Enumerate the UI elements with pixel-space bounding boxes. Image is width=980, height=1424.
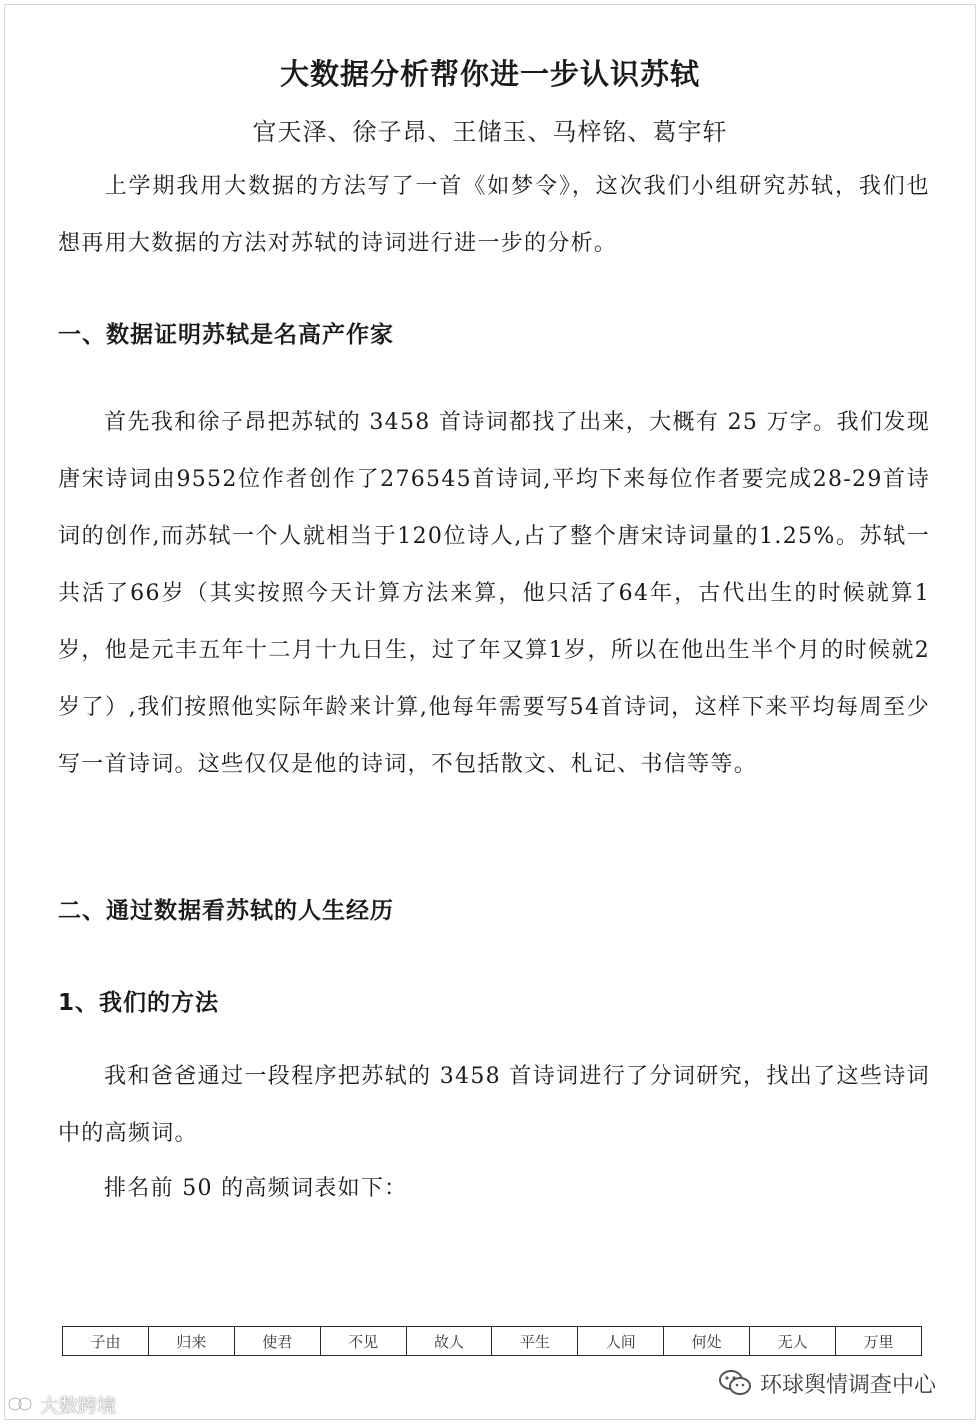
wechat-watermark: [718, 1365, 936, 1401]
document-title: 大数据分析帮你进一步认识苏轼: [279, 57, 700, 91]
table-cell: 人间: [578, 1327, 664, 1356]
method-text: 我和爸爸通过一段程序把苏轼的 3458 首诗词进行了分词研究，找出了这些诗词中的高频词。: [58, 1064, 930, 1146]
table-cell: 归来: [148, 1327, 234, 1356]
corner-watermark-text: 大数跨境: [40, 1394, 117, 1417]
section-heading-1: 一、数据证明苏轼是名高产作家: [58, 322, 394, 348]
intro-text: 上学期我用大数据的方法写了一首《如梦令》，这次我们小组研究苏轼，我们也想再用大数据的方法对苏轼的诗词进行进一步的分析。: [58, 174, 930, 256]
intro-paragraph: [58, 158, 930, 272]
table-cell: 平生: [492, 1327, 578, 1356]
table-cell: 万里: [836, 1327, 922, 1356]
wechat-icon: [718, 1368, 752, 1398]
author-list: 官天泽、徐子昂、王储玉、马梓铭、葛宇轩: [252, 118, 728, 146]
table-cell: 不见: [320, 1327, 406, 1356]
link-icon: [6, 1393, 36, 1415]
section1-paragraph: [58, 394, 930, 793]
table-intro-text: 排名前 50 的高频词表如下：: [104, 1176, 408, 1201]
subsection-heading-1: 1、我们的方法: [58, 990, 220, 1016]
corner-watermark: [6, 1390, 116, 1418]
high-frequency-word-table: [62, 1326, 922, 1356]
table-cell: 使君: [234, 1327, 320, 1356]
table-row: [63, 1327, 922, 1356]
table-cell: 无人: [750, 1327, 836, 1356]
method-paragraph: [58, 1048, 930, 1162]
section1-text: 首先我和徐子昂把苏轼的 3458 首诗词都找了出来，大概有 25 万字。我们发现唐宋诗词由9552位作者创作了276545首诗词,平均下来每位作者要完成28-29首诗词的创作,而苏轼一个人就相当于120位诗人,占了整个唐宋诗词量的1.25%。苏轼一共活了66岁（其实按照今天计算方法来算，他只活了64年，古代出生的时候就算1岁，他是元丰五年十二月十九日生，过了年又算1岁，所以在他出生半个月的时候就2岁了）,我们按照他实际年龄来计算,他每年需要写54首诗词，这样下来平均每周至少写一首诗词。这些仅仅是他的诗词，不包括散文、札记、书信等等。: [58, 410, 930, 777]
section-heading-2: 二、通过数据看苏轼的人生经历: [58, 898, 394, 924]
table-cell: 何处: [664, 1327, 750, 1356]
table-intro-paragraph: [58, 1160, 930, 1217]
table-cell: 故人: [406, 1327, 492, 1356]
table-cell: 子由: [63, 1327, 149, 1356]
wechat-account-name: 环球舆情调查中心: [760, 1372, 937, 1398]
